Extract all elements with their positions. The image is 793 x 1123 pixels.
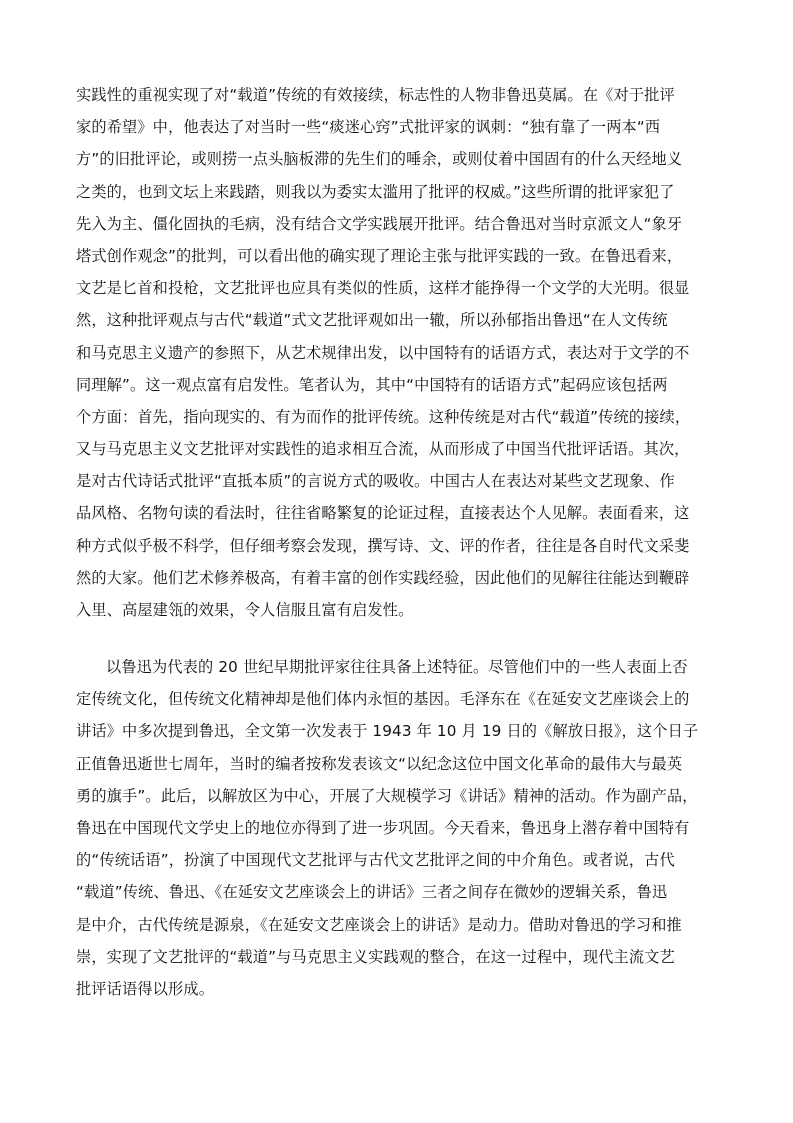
text-line: 正值鲁迅逝世七周年，当时的编者按称发表该文“以纪念这位中国文化革命的最伟大与最英 xyxy=(76,754,683,773)
text-line: “载道”传统、鲁迅、《在延安文艺座谈会上的讲话》三者之间存在微妙的逻辑关系，鲁迅 xyxy=(76,883,668,902)
text-line: 鲁迅在中国现代文学史上的地位亦得到了进一步巩固。今天看来，鲁迅身上潜存着中国特有 xyxy=(76,818,690,837)
text-line: 勇的旗手”。此后，以解放区为中心，开展了大规模学习《讲话》精神的活动。作为副产品， xyxy=(76,786,698,805)
text-line: 品风格、名物句读的看法时，往往省略繁复的论证过程，直接表达个人见解。表面看来，这 xyxy=(76,504,690,523)
text-line: 是对古代诗话式批评“直抵本质”的言说方式的吸收。中国古人在表达对某些文艺现象、作 xyxy=(76,472,675,491)
paragraph-2 xyxy=(76,651,724,1005)
text-line: 先入为主、僵化固执的毛病，没有结合文学实践展开批评。结合鲁迅对当时京派文人“象牙 xyxy=(76,214,683,233)
text-line: 是中介，古代传统是源泉，《在延安文艺座谈会上的讲话》是动力。借助对鲁迅的学习和推 xyxy=(76,915,682,934)
text-line: 同理解”。这一观点富有启发性。笔者认为，其中“中国特有的话语方式”起码应该包括两 xyxy=(76,375,668,394)
text-line: 讲话》中多次提到鲁迅，全文第一次发表于 1943 年 10 月 19 日的《解放日报》，这个日子 xyxy=(76,722,699,741)
text-line: 然，这种批评观点与古代“载道”式文艺批评观如出一辙，所以孙郁指出鲁迅“在人文传统 xyxy=(76,311,668,330)
text-line: 家的希望》中，他表达了对当时一些“痰迷心窍”式批评家的讽刺：“独有靠了一两本“西 xyxy=(76,118,661,137)
text-line: 文艺是匕首和投枪，文艺批评也应具有类似的性质，这样才能挣得一个文学的大光明。很显 xyxy=(76,279,690,298)
text-line: 然的大家。他们艺术修养极高，有着丰富的创作实践经验，因此他们的见解往往能达到鞭辟 xyxy=(76,568,690,587)
text-line: 又与马克思主义文艺批评对实践性的追求相互合流，从而形成了中国当代批评话语。其次， xyxy=(76,440,690,459)
text-line: 实践性的重视实现了对“载道”传统的有效接续，标志性的人物非鲁迅莫属。在《对于批评 xyxy=(76,86,675,104)
paragraph-1 xyxy=(76,79,724,626)
text-line: 方”的旧批评论，或则捞一点头脑板滞的先生们的唾余，或则仗着中国固有的什么天经地义 xyxy=(76,150,683,169)
text-line: 之类的，也到文坛上来践踏，则我以为委实太滥用了批评的权威。”这些所谓的批评家犯了 xyxy=(76,182,675,201)
text-line: 的“传统话语”，扮演了中国现代文艺批评与古代文艺批评之间的中介角色。或者说，古代 xyxy=(76,851,675,870)
text-line: 种方式似乎极不科学，但仔细考察会发现，撰写诗、文、评的作者，往往是各自时代文采斐 xyxy=(76,536,690,555)
text-line: 和马克思主义遗产的参照下，从艺术规律出发，以中国特有的话语方式，表达对于文学的不 xyxy=(76,343,690,362)
text-line: 个方面：首先，指向现实的、有为而作的批评传统。这种传统是对古代“载道”传统的接续， xyxy=(76,407,691,426)
text-line: 塔式创作观念”的批判，可以看出他的确实现了理论主张与批评实践的一致。在鲁迅看来， xyxy=(76,246,683,265)
text-line: 定传统文化，但传统文化精神却是他们体内永恒的基因。毛泽东在《在延安文艺座谈会上的 xyxy=(76,690,690,709)
text-line: 以鲁迅为代表的 20 世纪早期批评家往往具备上述特征。尽管他们中的一些人表面上否 xyxy=(106,658,688,676)
text-line: 入里、高屋建瓴的效果，令人信服且富有启发性。 xyxy=(76,601,414,619)
text-line: 批评话语得以形成。 xyxy=(76,979,215,998)
text-line: 崇，实现了文艺批评的“载道”与马克思主义实践观的整合，在这一过程中，现代主流文艺 xyxy=(76,947,675,966)
